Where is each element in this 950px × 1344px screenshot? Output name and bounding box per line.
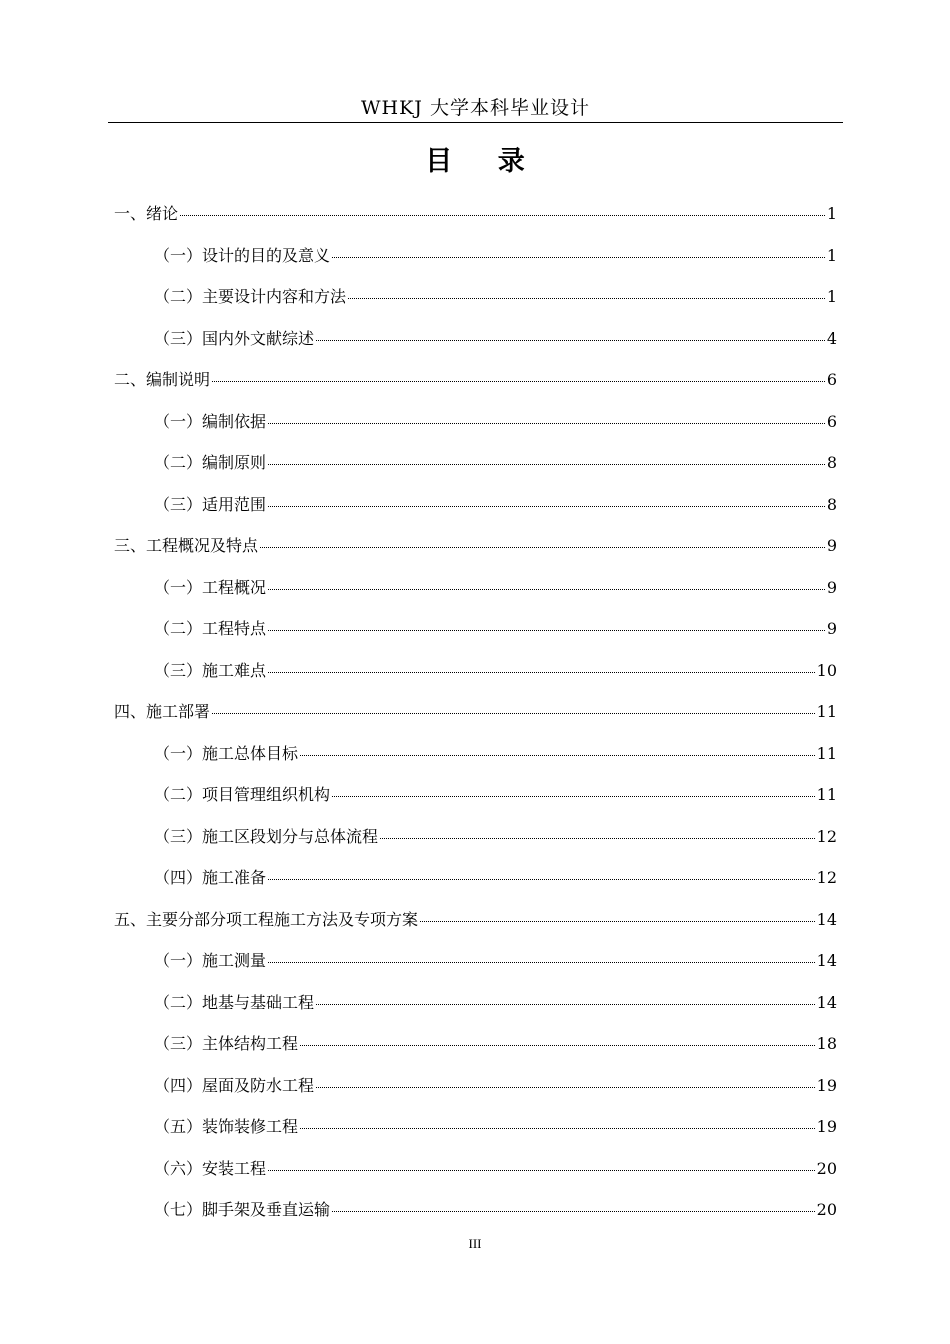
toc-entry-page: 11 bbox=[816, 702, 837, 721]
toc-entry-page: 14 bbox=[816, 909, 837, 929]
toc-entry-label: 三、工程概况及特点 bbox=[114, 536, 259, 555]
toc-leader-dots bbox=[332, 796, 815, 797]
toc-entry-page: 8 bbox=[826, 494, 837, 514]
toc-leader-dots bbox=[268, 589, 825, 590]
toc-entry[interactable] bbox=[114, 736, 837, 778]
toc-entry-label: （二）项目管理组织机构 bbox=[154, 785, 331, 804]
toc-entry-page: 9 bbox=[826, 536, 837, 555]
toc-leader-dots bbox=[212, 381, 825, 382]
toc-entry[interactable] bbox=[114, 985, 837, 1027]
toc-entry-label: （一）施工测量 bbox=[154, 951, 267, 970]
toc-entry-label: 四、施工部署 bbox=[114, 702, 211, 721]
toc-leader-dots bbox=[300, 1128, 815, 1129]
toc-leader-dots bbox=[268, 630, 825, 631]
toc-entry[interactable] bbox=[114, 1026, 837, 1068]
toc-entry[interactable] bbox=[114, 528, 837, 570]
toc-entry[interactable] bbox=[114, 445, 837, 487]
toc-entry-page: 14 bbox=[816, 951, 837, 970]
toc-leader-dots bbox=[268, 879, 815, 880]
toc-entry-label: （二）主要设计内容和方法 bbox=[154, 287, 347, 306]
toc-entry-page: 11 bbox=[816, 785, 837, 804]
toc-leader-dots bbox=[316, 1087, 815, 1088]
toc-entry-label: （三）主体结构工程 bbox=[154, 1034, 299, 1053]
toc-entry-label: （二）地基与基础工程 bbox=[154, 992, 315, 1012]
page-number: III bbox=[468, 1236, 482, 1251]
toc-entry-page: 19 bbox=[816, 1075, 837, 1095]
toc-leader-dots bbox=[300, 1045, 815, 1046]
toc-entry[interactable] bbox=[114, 819, 837, 861]
toc-entry[interactable] bbox=[114, 279, 837, 321]
toc-entry-label: （一）编制依据 bbox=[154, 411, 267, 431]
toc-leader-dots bbox=[268, 1170, 815, 1171]
toc-entry-label: （六）安装工程 bbox=[154, 1158, 267, 1178]
toc-entry-label: 一、绪论 bbox=[114, 204, 179, 223]
toc-entry-page: 9 bbox=[826, 619, 837, 638]
toc-entry[interactable] bbox=[114, 404, 837, 446]
toc-entry-page: 20 bbox=[816, 1200, 837, 1219]
toc-entry-page: 1 bbox=[826, 245, 837, 265]
toc-entry-label: （二）编制原则 bbox=[154, 453, 267, 472]
toc-entry-label: （三）施工区段划分与总体流程 bbox=[154, 826, 379, 846]
toc-entry[interactable] bbox=[114, 611, 837, 653]
toc-leader-dots bbox=[212, 713, 815, 714]
toc-entry-label: （四）施工准备 bbox=[154, 868, 267, 887]
toc-entry-label: （三）国内外文献综述 bbox=[154, 328, 315, 348]
toc-entry-page: 14 bbox=[816, 992, 837, 1012]
toc-entry-label: （四）屋面及防水工程 bbox=[154, 1075, 315, 1095]
toc-entry-label: （一）设计的目的及意义 bbox=[154, 245, 331, 265]
toc-entry[interactable] bbox=[114, 777, 837, 819]
toc-entry-label: （三）施工难点 bbox=[154, 660, 267, 680]
toc-entry-page: 12 bbox=[816, 868, 837, 887]
toc-leader-dots bbox=[180, 215, 825, 216]
header-rule bbox=[108, 122, 843, 123]
toc-entry[interactable] bbox=[114, 943, 837, 985]
toc-entry[interactable] bbox=[114, 487, 837, 529]
toc-title: 目 录 bbox=[425, 146, 543, 177]
toc-entry[interactable] bbox=[114, 1192, 837, 1234]
toc-entry[interactable] bbox=[114, 1151, 837, 1193]
toc-entry-page: 11 bbox=[816, 743, 837, 763]
toc-leader-dots bbox=[268, 962, 815, 963]
toc-leader-dots bbox=[268, 672, 815, 673]
toc-entry[interactable] bbox=[114, 1109, 837, 1151]
toc-leader-dots bbox=[348, 298, 825, 299]
toc-entry-label: （一）施工总体目标 bbox=[154, 743, 299, 763]
toc-entry[interactable] bbox=[114, 362, 837, 404]
toc-entry-label: （三）适用范围 bbox=[154, 494, 267, 514]
toc-entry-page: 6 bbox=[826, 370, 837, 389]
toc-leader-dots bbox=[332, 1211, 815, 1212]
toc-entry-page: 20 bbox=[816, 1158, 837, 1178]
toc-entry[interactable] bbox=[114, 238, 837, 280]
toc-entry-label: 二、编制说明 bbox=[114, 370, 211, 389]
toc-entry-page: 1 bbox=[826, 287, 837, 306]
toc-entry-label: （七）脚手架及垂直运输 bbox=[154, 1200, 331, 1219]
toc-entry-page: 18 bbox=[816, 1034, 837, 1053]
toc-leader-dots bbox=[268, 423, 825, 424]
toc-entry[interactable] bbox=[114, 196, 837, 238]
toc-entry-page: 19 bbox=[816, 1117, 837, 1136]
toc-leader-dots bbox=[420, 921, 815, 922]
toc-entry[interactable] bbox=[114, 902, 837, 944]
toc-entry-page: 8 bbox=[826, 453, 837, 472]
toc-entry-label: （一）工程概况 bbox=[154, 577, 267, 597]
toc-entry-page: 1 bbox=[826, 204, 837, 223]
toc-leader-dots bbox=[268, 506, 825, 507]
toc-entry-label: （五）装饰装修工程 bbox=[154, 1117, 299, 1136]
toc-entry-page: 10 bbox=[816, 660, 837, 680]
toc-entry-label: （二）工程特点 bbox=[154, 619, 267, 638]
toc-entry-page: 12 bbox=[816, 826, 837, 846]
toc-leader-dots bbox=[316, 1004, 815, 1005]
toc-leader-dots bbox=[300, 755, 815, 756]
toc-leader-dots bbox=[260, 547, 825, 548]
toc-entry[interactable] bbox=[114, 653, 837, 695]
toc-entry[interactable] bbox=[114, 1068, 837, 1110]
toc-leader-dots bbox=[332, 257, 825, 258]
toc-entry-page: 6 bbox=[826, 411, 837, 431]
toc-entry-page: 9 bbox=[826, 577, 837, 597]
toc-entry[interactable] bbox=[114, 860, 837, 902]
toc-entry-label: 五、主要分部分项工程施工方法及专项方案 bbox=[114, 909, 419, 929]
toc-leader-dots bbox=[380, 838, 815, 839]
toc-entry[interactable] bbox=[114, 570, 837, 612]
table-of-contents bbox=[114, 196, 837, 1234]
toc-leader-dots bbox=[268, 464, 825, 465]
toc-entry[interactable] bbox=[114, 321, 837, 363]
toc-entry[interactable] bbox=[114, 694, 837, 736]
toc-leader-dots bbox=[316, 340, 825, 341]
toc-entry-page: 4 bbox=[826, 328, 837, 348]
page-header: WHKJ 大学本科毕业设计 bbox=[361, 97, 590, 119]
